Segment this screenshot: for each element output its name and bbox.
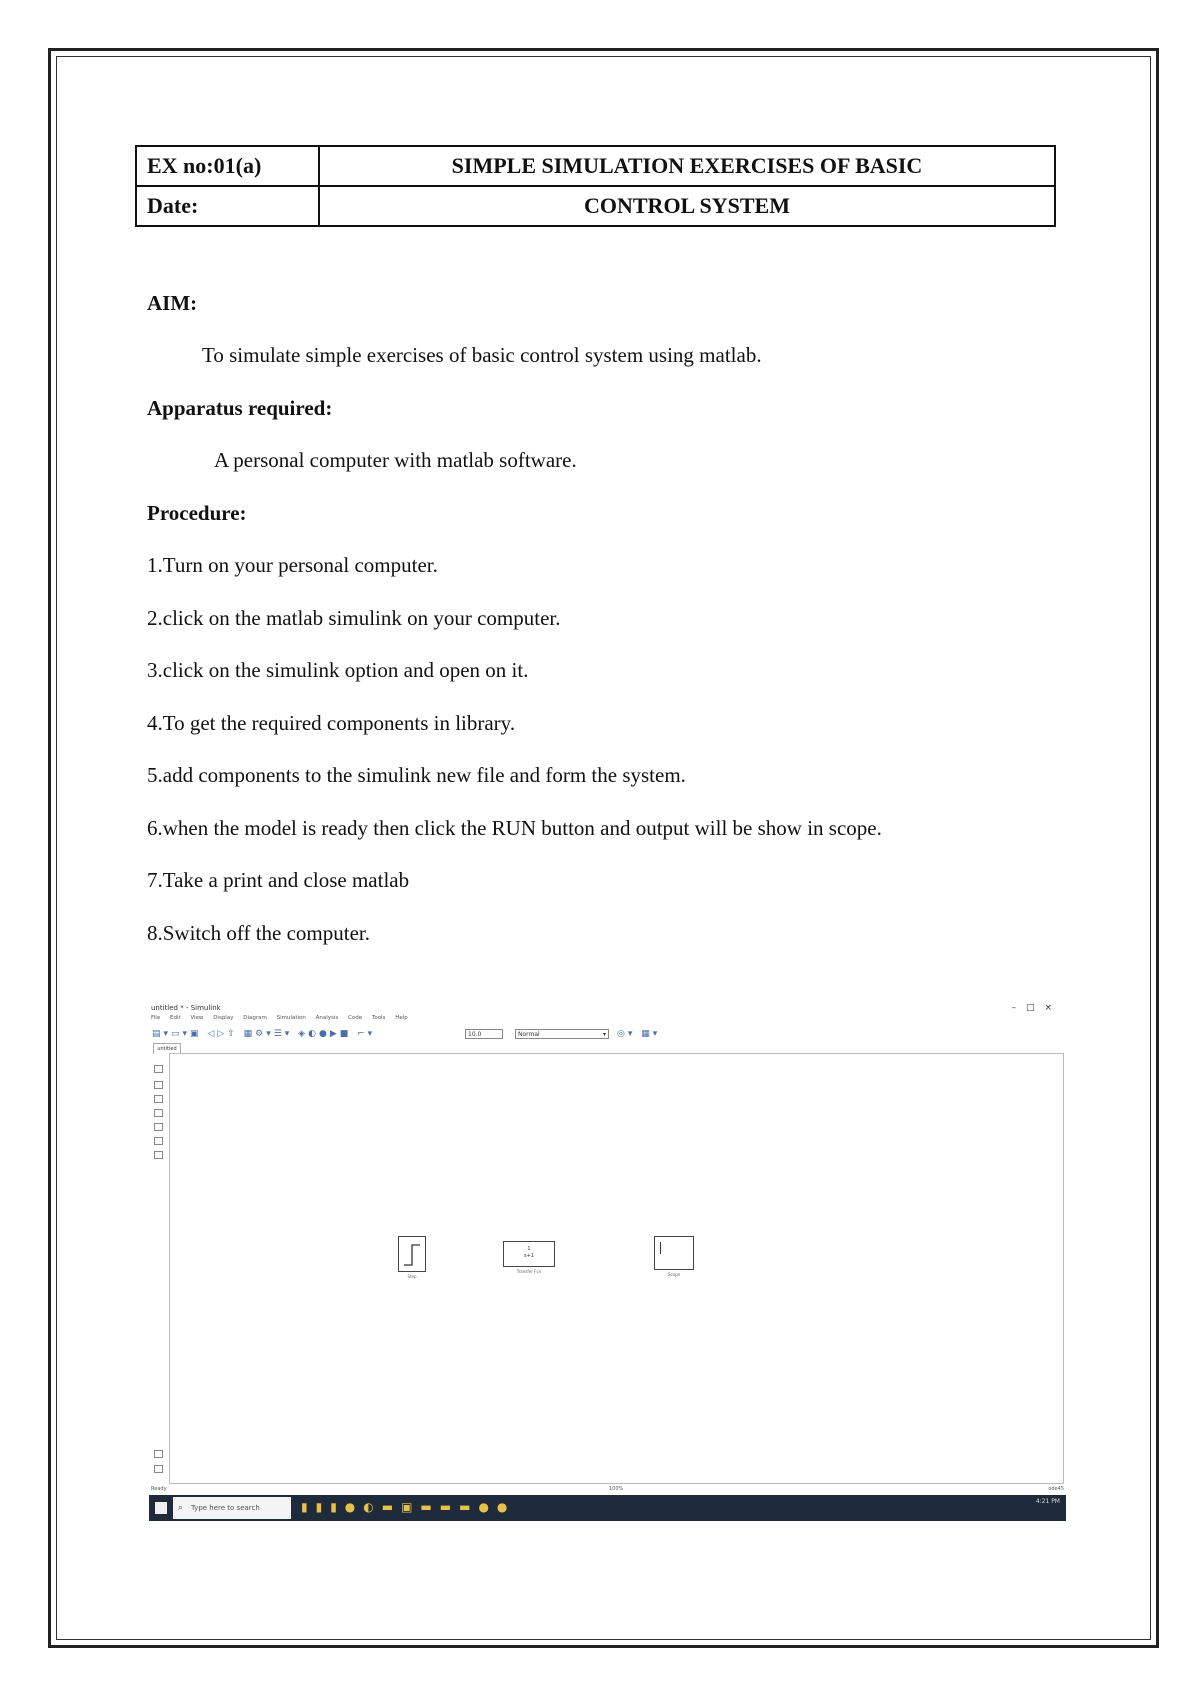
aim-text: To simulate simple exercises of basic control system using matlab. [202, 343, 762, 367]
window-controls[interactable] [1011, 1003, 1062, 1013]
header-table [135, 145, 1056, 227]
menu-code[interactable]: Code [348, 1015, 363, 1021]
procedure-step: 3.click on the simulink option and open on it. [147, 658, 529, 682]
chevron-down-icon: ▾ [602, 1031, 606, 1038]
window-title: untitled * - Simulink [151, 1004, 221, 1012]
palette-icon[interactable] [154, 1151, 163, 1159]
toolbar-icons-right[interactable]: ◎▾ ▦▾ [617, 1029, 661, 1039]
procedure-heading: Procedure: [147, 501, 247, 525]
stop-time-input[interactable]: 10.0 [465, 1029, 503, 1039]
title-line2-cell: CONTROL SYSTEM [319, 186, 1055, 226]
date-cell: Date: [136, 186, 319, 226]
procedure-step: 1.Turn on your personal computer. [147, 553, 438, 577]
menu-help[interactable]: Help [395, 1015, 408, 1021]
step-icon [403, 1241, 421, 1267]
palette-icon[interactable] [154, 1137, 163, 1145]
palette-icon[interactable] [154, 1065, 163, 1073]
tray-time: 4:21 PM [1035, 1498, 1060, 1505]
tf-denominator: s+1 [524, 1253, 534, 1259]
model-tab[interactable]: untitled [153, 1043, 181, 1054]
menu-edit[interactable]: Edit [169, 1015, 181, 1021]
status-bar [149, 1484, 1066, 1494]
window-titlebar [149, 1003, 1066, 1015]
apparatus-heading: Apparatus required: [147, 396, 333, 420]
palette-icon[interactable] [154, 1095, 163, 1103]
windows-start-icon[interactable] [155, 1502, 167, 1514]
aim-heading: AIM: [147, 291, 198, 315]
tf-expression [504, 1242, 554, 1260]
menu-simulation[interactable]: Simulation [276, 1015, 306, 1021]
system-tray [1036, 1498, 1060, 1506]
menu-analysis[interactable]: Analysis [315, 1015, 339, 1021]
sim-mode-value: Normal [518, 1031, 540, 1038]
menu-view[interactable]: View [190, 1015, 204, 1021]
palette-icon[interactable] [154, 1081, 163, 1089]
status-zoom: 100% [609, 1486, 624, 1492]
menu-file[interactable]: File [151, 1015, 161, 1021]
palette-icon[interactable] [154, 1465, 163, 1473]
taskbar-search-text: Type here to search [191, 1504, 260, 1512]
step-block[interactable] [398, 1236, 426, 1272]
procedure-step: 2.click on the matlab simulink on your computer. [147, 606, 561, 630]
ex-no-cell: EX no:01(a) [136, 146, 319, 186]
menu-tools[interactable]: Tools [371, 1015, 386, 1021]
model-canvas[interactable] [169, 1053, 1064, 1484]
maximize-icon[interactable]: □ [1025, 1003, 1045, 1013]
tf-label: Transfer Fcn [516, 1269, 542, 1274]
taskbar-search[interactable] [173, 1497, 291, 1519]
tf-numerator: 1 [527, 1246, 531, 1252]
toolbar-icons[interactable]: ▤▾▭▾▣ ◁▷⇧ ▦⚙▾☰▾ ◈◐●▶■ ⌐▾ [152, 1029, 376, 1039]
procedure-step: 5.add components to the simulink new file and form the system. [147, 763, 686, 787]
simulink-screenshot [149, 1003, 1066, 1521]
menubar [151, 1015, 416, 1024]
sim-mode-select[interactable] [515, 1029, 609, 1039]
transfer-fcn-block[interactable] [503, 1241, 555, 1267]
minimize-icon[interactable]: – [1011, 1003, 1026, 1013]
menu-diagram[interactable]: Diagram [243, 1015, 267, 1021]
status-solver: ode45 [1048, 1486, 1064, 1492]
palette-icon[interactable] [154, 1123, 163, 1131]
palette-icon[interactable] [154, 1109, 163, 1117]
title-line1-cell: SIMPLE SIMULATION EXERCISES OF BASIC [319, 146, 1055, 186]
close-icon[interactable]: × [1044, 1003, 1062, 1013]
palette-icon[interactable] [154, 1450, 163, 1458]
left-palette [151, 1055, 165, 1480]
status-ready: Ready [151, 1486, 167, 1492]
procedure-step: 6.when the model is ready then click the RUN button and output will be show in scope. [147, 816, 882, 840]
menu-display[interactable]: Display [213, 1015, 234, 1021]
procedure-step: 7.Take a print and close matlab [147, 868, 410, 892]
taskbar-app-icons[interactable]: ▮▮▮●◐▬▣▬▬▬●● [301, 1500, 516, 1514]
toolbar [149, 1026, 1066, 1042]
procedure-step: 8.Switch off the computer. [147, 921, 370, 945]
scope-block[interactable] [654, 1236, 694, 1270]
step-label: Step [407, 1274, 417, 1279]
scope-icon [660, 1242, 661, 1254]
scope-label: Scope [667, 1272, 681, 1277]
search-icon: ⌕ [178, 1503, 184, 1513]
procedure-step: 4.To get the required components in library. [147, 711, 516, 735]
taskbar [149, 1495, 1066, 1521]
apparatus-text: A personal computer with matlab software. [214, 448, 577, 472]
